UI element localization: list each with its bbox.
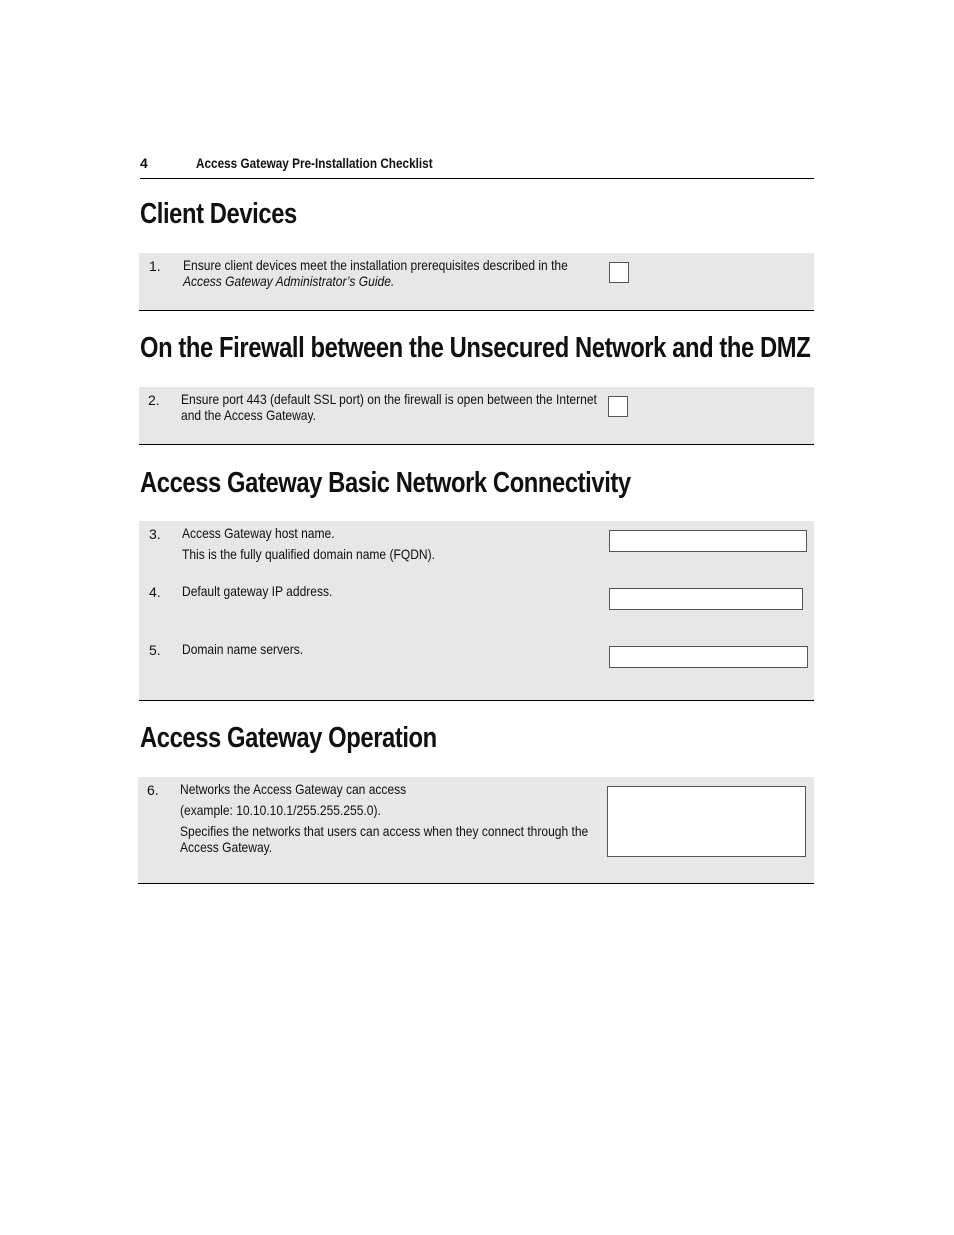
item-text-line [182, 641, 323, 657]
item-text: Ensure port 443 (default SSL port) on the firewall is open between the Internet [181, 391, 597, 407]
item-text: Default gateway IP address. [182, 583, 333, 599]
running-title-text: Access Gateway Pre-Installation Checklist [196, 155, 433, 171]
client-devices-checkbox[interactable] [609, 262, 629, 283]
section-title-network-connectivity [140, 467, 738, 500]
section-title-client-devices [140, 198, 331, 231]
item-text-line [182, 583, 357, 599]
guide-reference-text: Access Gateway Administrator’s Guide. [183, 273, 395, 289]
checklist-panel-firewall [139, 387, 814, 445]
checklist-panel-network-connectivity [139, 521, 814, 701]
section-title-text: On the Firewall between the Unsecured Network and the DMZ [140, 332, 811, 364]
item-text: Networks the Access Gateway can access [180, 781, 407, 797]
item-text: Access Gateway host name. [182, 525, 335, 541]
item-number: 5. [149, 642, 161, 658]
page-number: 4 [140, 155, 148, 171]
networks-textarea[interactable] [607, 786, 806, 857]
dns-servers-field[interactable] [609, 646, 808, 668]
firewall-port-checkbox[interactable] [608, 396, 628, 417]
section-title-firewall [140, 332, 954, 365]
item-text: (example: 10.10.10.1/255.255.255.0). [180, 802, 381, 818]
section-title-operation [140, 722, 502, 755]
section-title-text: Access Gateway Operation [140, 722, 437, 754]
host-name-field[interactable] [609, 530, 807, 552]
item-text: Access Gateway. [180, 839, 273, 855]
item-text: This is the fully qualified domain name (FQDN). [182, 546, 435, 562]
running-title [196, 155, 478, 171]
item-text-line [180, 823, 655, 839]
item-text-line [183, 257, 630, 273]
item-text-line [182, 525, 359, 541]
item-number: 3. [149, 526, 161, 542]
item-text: and the Access Gateway. [181, 407, 316, 423]
item-number: 1. [149, 258, 161, 274]
item-number: 6. [147, 782, 159, 798]
checklist-panel-operation [138, 777, 814, 884]
running-header [140, 154, 814, 179]
item-text: Specifies the networks that users can access when they connect through the [180, 823, 589, 839]
checklist-panel-client-devices [139, 253, 814, 311]
item-text-line-guide [183, 273, 429, 289]
item-text: Domain name servers. [182, 641, 304, 657]
item-text-line [180, 839, 287, 855]
item-number: 2. [148, 392, 160, 408]
section-title-text: Client Devices [140, 198, 297, 230]
item-text-line [180, 802, 414, 818]
item-text-line [181, 391, 665, 407]
default-gateway-field[interactable] [609, 588, 803, 610]
item-text-line [181, 407, 338, 423]
item-text-line [182, 546, 476, 562]
item-text: Ensure client devices meet the installation prerequisites described in the [183, 257, 568, 273]
item-text-line [180, 781, 443, 797]
section-title-text: Access Gateway Basic Network Connectivity [140, 467, 631, 499]
item-number: 4. [149, 584, 161, 600]
